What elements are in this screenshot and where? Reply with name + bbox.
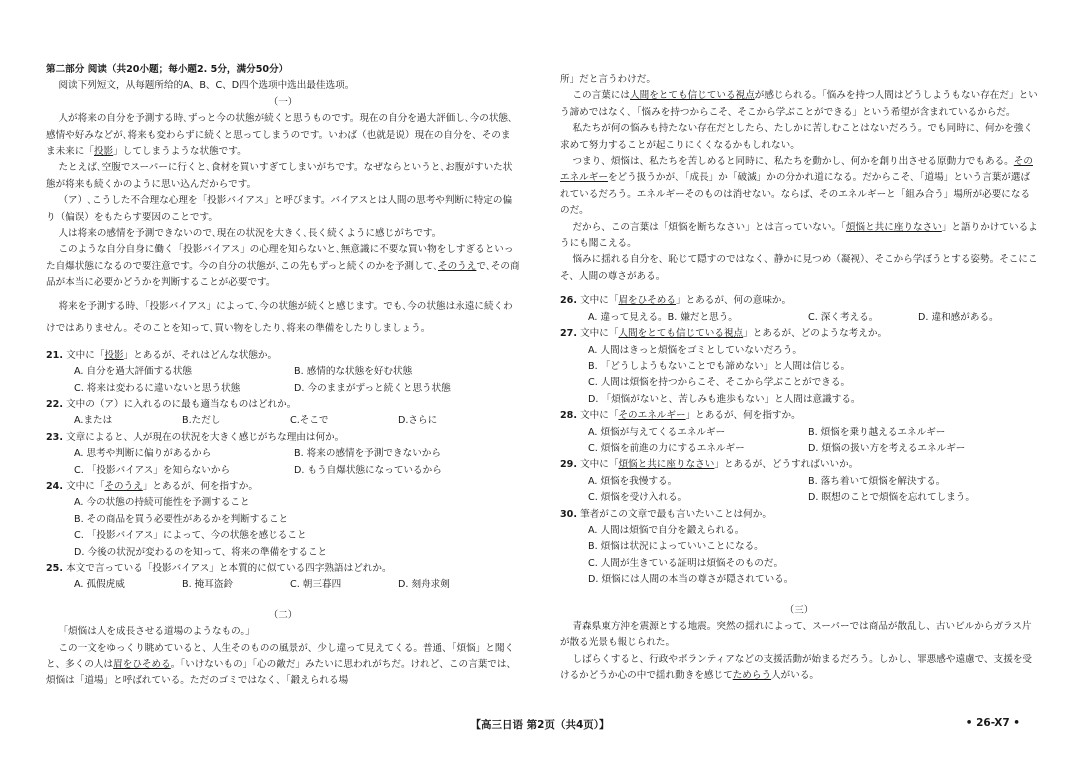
passage-2-para-6: 悩みに揺れる自分を、恥じて隠すのではなく、静かに見つめ（凝视）、そこから学ぼうとする姿勢。そこにこそ、人間の尊さがある。 — [560, 254, 1038, 282]
question-25: 25. 本文で言っている「投影バイアス」と本質的に似ている四字熟語はどれか。 — [46, 562, 392, 574]
option: B. 煩悩は状況によっていいことになる。 — [588, 541, 764, 553]
q22-options — [74, 413, 520, 429]
option: B. 煩悩を乗り越えるエネルギー — [808, 426, 946, 438]
passage-2-para-3: 私たちが何の悩みも持たない存在だとしたら、たしかに苦しむことはないだろう。でも同時に、何かを強く求めて努力することが起こりにくくなるかもしれない。 — [560, 123, 1033, 151]
passage-1-para-3: （ア）､こうした不合理な心理を「投影バイアス」と呼びます。バイアスとは人間の思考や判断に特定の偏り（偏误）をもたらす要因のことです。 — [46, 195, 513, 223]
left-column — [46, 62, 520, 690]
option: C. 深く考える。 — [808, 311, 879, 323]
option: A. 今の状態の持続可能性を予測すること — [74, 497, 250, 509]
option: A. 人間はきっと煩悩をゴミとしていないだろう。 — [588, 344, 802, 356]
option: A. 孤假虎威 — [74, 579, 125, 591]
option: D. 「煩悩がないと、苦しみも進歩もない」と人間は意識する。 — [588, 393, 861, 405]
question-27: 27. 文中に「人間をとても信じている視点」とあるが、どのような考えか。 — [560, 328, 888, 340]
option: D. もう自爆状態になっているから — [294, 464, 442, 476]
option: C. 将来は変わるに違いないと思う状態 — [74, 382, 241, 394]
passage-2-para-2: この言葉には人間をとても信じている視点が感じられる。「悩みを持つ人間はどうしようもない存在だ」という諦めではなく､「悩みを持つからこそ、そこから学ぶことができる」という希望が含まれているからだ。 — [560, 90, 1038, 118]
passage-1-para-2: たとえば､空腹でスーパーに行くと､食材を買いすぎてしまいがちです。なぜならというと､お腹がすいた状態が将来も続くかのように思い込んだからです。 — [46, 162, 513, 190]
passage-2-para-5: だから、この言葉は「煩悩を断ちなさい」とは言っていない。「煩悩と共に座りなさい」と語りかけているようにも聞こえる。 — [560, 221, 1038, 250]
option: D.さらに — [398, 415, 438, 427]
q28-options-row-1 — [588, 425, 1038, 441]
passage-2-para-4: つまり、煩悩は、私たちを苦しめると同時に、私たちを動かし、何かを創り出させる原動力でもある。そのエネルギーをどう扱うかが､「成長」か「破滅」かの分かれ道になる。だからこそ､「道場」という言葉が選ばれているだろう。エネルギーそのものは消せない。ならば、そのエネルギーと「組み合う」場所が必要になるのだ。 — [560, 156, 1033, 217]
option: C. 「投影バイアス」を知らないから — [74, 464, 231, 476]
option: D. 煩悩には人間の本当の尊さが隠されている。 — [588, 574, 794, 586]
option: A. 人間は煩悩で自分を鍛えられる。 — [588, 524, 745, 536]
q21-options-row-2 — [74, 381, 520, 397]
option: C.そこで — [290, 415, 329, 427]
option: D. 瞑想のことで煩悩を忘れてしまう。 — [808, 492, 975, 504]
instruction: 阅读下列短文，从每题所给的A、B、C、D四个选项中选出最佳选项。 — [58, 80, 355, 92]
passage-1-para-4: 人は将来の感情を予測できないので､現在の状況を大きく､長く続くように感じがちです。 — [58, 228, 442, 240]
q23-options-row-1 — [74, 446, 520, 462]
exam-code: • 26-X7 • — [965, 717, 1020, 729]
section-header: 第二部分 阅读（共20小题；每小题2. 5分，满分50分） — [46, 64, 289, 75]
option: A. 煩悩が与えてくるエネルギー — [588, 426, 726, 438]
option: D. 煩悩の扱い方を考えるエネルギー — [808, 442, 966, 454]
option: D. 今のままがずっと続くと思う状態 — [294, 382, 451, 394]
q21-options-row-1 — [74, 364, 520, 380]
option: B. 掩耳盗鈴 — [182, 579, 234, 591]
question-24: 24. 文中に「そのうえ」とあるが、何を指すか。 — [46, 480, 258, 492]
option: C. 朝三暮四 — [290, 579, 342, 591]
option: D. 今後の状況が変わるのを知って、将来の準備をすること — [74, 546, 328, 558]
option: B. 落ち着いて煩悩を解決する。 — [808, 475, 946, 487]
option: C. 人間が生きている証明は煩悩そのものだ。 — [588, 557, 784, 569]
option: B. 感情的な状態を好む状態 — [294, 366, 413, 378]
option: D. 違和感がある。 — [918, 311, 999, 323]
question-23: 23. 文章によると、人が現在の状況を大きく感じがちな理由は何か。 — [46, 431, 345, 443]
option: A. 自分を過大評価する状態 — [74, 366, 193, 378]
q25-options — [74, 577, 520, 593]
passage-3-para-2: しばらくすると、行政やボランティアなどの支援活動が始まるだろう。しかし、罪悪感や遠慮で、支援を受けるかどうか心の中で揺れ動きを感じてためらう人がいる。 — [560, 653, 1033, 682]
passage-2-quote: 「煩悩は人を成長させる道場のようなもの。」 — [58, 626, 255, 638]
option: A.または — [74, 415, 113, 427]
passage-1-para-6: 将来を予測する時､「投影バイアス」によって､今の状態が続くと感じます。でも､今の状態は永遠に続くわけではありません。そのことを知って､買い物をしたり､将来の準備をしたりしましょう。 — [46, 300, 513, 334]
passage-1-para-1: 人が将来の自分を予測する時､ずっと今の状態が続くと思うものです。現在の自分を過大評価し､今の状態､感情や好みなどが､将来も変わらずに続くと思ってしまうのです。いわば（也就是说）現在の自分を、そのまま未来に「投影」してしまうような状態です。 — [46, 113, 513, 158]
passage-2-cont: 所」だと言うわけだ。 — [560, 74, 656, 85]
option: B.ただし — [182, 415, 221, 427]
option: B. その商品を買う必要性があるかを判断すること — [74, 513, 289, 525]
option: C. 人間は煩悩を持つからこそ、そこから学ぶことができる。 — [588, 377, 851, 389]
q28-options-row-2 — [588, 441, 1038, 457]
q29-options-row-2 — [588, 490, 1038, 506]
option: A. 煩悩を我慢する。 — [588, 475, 678, 487]
page-footer — [0, 717, 1080, 732]
option: C. 煩悩を前進の力にするエネルギー — [588, 442, 745, 454]
passage-1-title: （一） — [268, 96, 298, 108]
question-26: 26. 文中に「眉をひそめる」とあるが、何の意味か。 — [560, 295, 792, 307]
question-22: 22. 文中の（ア）に入れるのに最も適当なものはどれか。 — [46, 398, 297, 410]
q23-options-row-2 — [74, 463, 520, 479]
page-number: 【高三日语 第2页（共4页）】 — [470, 719, 610, 731]
option: A. 違って見える。B. 嫌だと思う。 — [588, 311, 738, 323]
passage-2-para-1: この一文をゆっくり眺めていると、人生そのものの風景が、少し違って見えてくる。普通、「煩悩」と聞くと、多くの人は眉をひそめる。「いけないもの」「心の敵だ」みたいに思われがちだ。けれど、この言葉では、煩悩は「道場」と呼ばれている。ただのゴミではなく､「鍛えられる場 — [46, 642, 517, 687]
passage-3-para-1: 青森県東方沖を震源とする地震。突然の揺れによって、スーパーでは商品が散乱し、古いビルからガラス片が散る光景も報じられた。 — [560, 621, 1032, 649]
option: C. 「投影バイアス」によって、今の状態を感じること — [74, 530, 307, 542]
question-29: 29. 文中に「煩悩と共に座りなさい」とあるが、どうすればいいか。 — [560, 459, 859, 471]
q26-options — [588, 310, 1038, 326]
passage-1-para-5: このような自分自身に働く「投影バイアス」の心理を知らないと､無意識に不要な買い物をしすぎるといった自爆状態になるので要注意です。今の自分の状態が､この先もずっと続くのかを予測して､そのうえで､その商品が本当に必要かどうかを判断することが必要です。 — [46, 244, 520, 289]
option: B. 「どうしようもないことでも諦めない」と人間は信じる。 — [588, 360, 851, 372]
passage-3-title: （三） — [784, 604, 814, 616]
option: C. 煩悩を受け入れる。 — [588, 492, 688, 504]
question-28: 28. 文中に「そのエネルギー」とあるが、何を指すか。 — [560, 410, 801, 422]
option: D. 刻舟求剣 — [398, 579, 450, 591]
passage-2-title: （二） — [268, 609, 298, 621]
question-21: 21. 文中に「投影」とあるが、それはどんな状態か。 — [46, 349, 278, 361]
question-30: 30. 筆者がこの文章で最も言いたいことは何か。 — [560, 508, 772, 520]
option: B. 将来の感情を予測できないから — [294, 448, 441, 460]
right-column — [560, 72, 1038, 685]
q29-options-row-1 — [588, 474, 1038, 490]
option: A. 思考や判断に偏りがあるから — [74, 448, 212, 460]
